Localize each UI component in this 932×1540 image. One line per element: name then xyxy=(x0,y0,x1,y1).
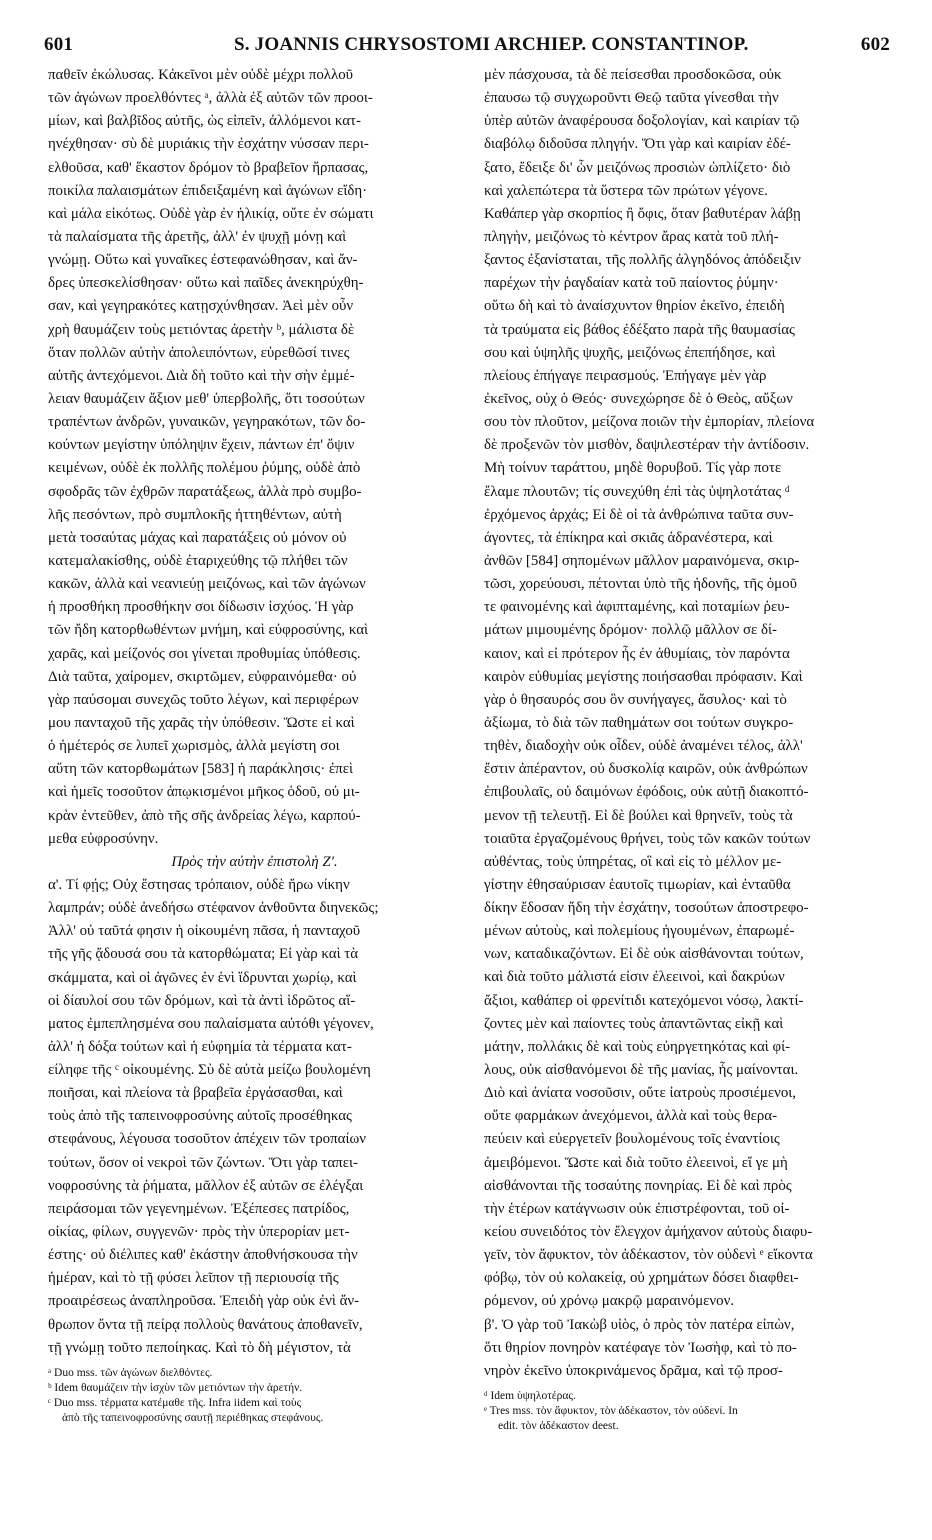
left-column xyxy=(48,64,461,1426)
text-line: Καθάπερ γὰρ σκορπίος ἢ ὄφις, ὅταν βαθυτέραν λάβῃ xyxy=(484,205,801,222)
text-line: δὲ προξενῶν τὸν μισθὸν, δαψιλεστέραν τὴν ἀντίδοσιν. xyxy=(484,437,810,454)
text-line: παρέχων τὴν ῥαγδαίαν κατὰ τοῦ παίοντος ῥύμην· xyxy=(484,275,779,292)
left-text-block xyxy=(48,64,461,851)
text-line: ὑπὲρ αὐτῶν ἀναφέρουσα δοξολογίαν, καὶ καιρίαν τῷ xyxy=(484,113,800,130)
text-line: τῆς γῆς ᾄδουσά σου τὰ κατορθώματα; Εἰ γὰρ καὶ τὰ xyxy=(48,946,359,963)
text-line: τῶν ἀγώνων προελθόντες ᵃ, ἀλλὰ ἐξ αὐτῶν τῶν προοι- xyxy=(48,90,373,107)
text-line: πειράσομαι τῶν γεγενημένων. Ἐξέπεσες πατρίδος, xyxy=(48,1200,350,1217)
left-page-number: 601 xyxy=(44,34,74,55)
text-line: κούντων μεγίστην ὑπόληψιν ἔχειν, πάντων ἐπ' ὄψιν xyxy=(48,437,355,454)
text-line: καὶ διὰ τοῦτο μάλιστά εἰσιν ἐλεεινοὶ, καὶ δακρύων xyxy=(484,969,785,986)
text-line: νοφροσύνης τὰ ῥήματα, μᾶλλον ἐξ αὐτῶν σε ἐλέγξαι xyxy=(48,1177,364,1194)
text-line: άγοντες, τὰ ἐπίκηρα καὶ σκιᾶς ἀδρανέστερα, καὶ xyxy=(484,529,773,546)
text-line: Ἀλλ' οὐ ταῦτά φησιν ἡ οἰκουμένη πᾶσα, ἡ πανταχοῦ xyxy=(48,923,361,940)
text-line: κειμένων, οὐδὲ ἐκ πολλῆς πολέμου ῥύμης, οὐδὲ ἀπὸ xyxy=(48,460,361,477)
text-line: τε φαινομένης καὶ ἀφιπταμένης, καὶ ποταμίων ῥευ- xyxy=(484,599,790,616)
text-line: ξατο, ἔδειξε δι' ὧν μειζόνως προσιὼν ὡπλίζετο· διὸ xyxy=(484,159,791,176)
text-line: τούτων, ὅσον οἱ νεκροὶ τῶν ζώντων. Ὅτι γὰρ ταπει- xyxy=(48,1154,358,1171)
text-line: τῶσι, χορεύουσι, πέτονται ὑπὸ τῆς ἡδονῆς, τῆς ὁμοῦ xyxy=(484,576,797,593)
text-line: οὔτε φαρμάκων ἀνεχόμενοι, ἀλλὰ καὶ τοὺς θερα- xyxy=(484,1108,778,1125)
running-header xyxy=(44,34,890,62)
text-line: μάτων μιμουμένης δρόμον· πολλῷ μᾶλλον σε δί- xyxy=(484,622,777,639)
text-line: ἐκεῖνος, οὐχ ὁ Θεός· συνεχώρησε δὲ ὁ Θεὸς, αὔξων xyxy=(484,390,793,407)
text-line: ὅτι θηρίον πονηρὸν κατέφαγε τὸν Ἰωσὴφ, καὶ τὸ πο- xyxy=(484,1339,797,1356)
text-line: ἡμέραν, καὶ τὸ τῇ φύσει λεῖπον τῇ περιουσίᾳ τῆς xyxy=(48,1270,339,1287)
text-line: οἰκίας, φίλων, συγγενῶν· πρὸς τὴν ὑπερορίαν μετ- xyxy=(48,1224,350,1241)
text-line: έστης· οὐ διέλιπες καθ' ἑκάστην ἀποθνήσκουσα τὴν xyxy=(48,1247,358,1264)
text-line: σου τὸν πλοῦτον, μείζονα ποιῶν τὴν ἐμπορίαν, πλείονα xyxy=(484,414,815,431)
text-line: ὅταν πολλῶν αὐτὴν ἀπολειπόντων, εὑρεθῶσί τινες xyxy=(48,344,350,361)
text-line: τραπέντων ἀνδρῶν, γυναικῶν, γεγηρακότων, τῶν δο- xyxy=(48,414,366,431)
footnote-line: ᵉ Tres mss. τὸν ἄφυκτον, τὸν ἀδέκαστον, τὸν οὐδενί. In xyxy=(484,1405,738,1418)
text-line: ἀνθῶν [584] σηπομένων μᾶλλον μαραινόμενα, σκιρ- xyxy=(484,552,800,569)
text-line: καὶ ἡμεῖς τοσοῦτον ἀπῳκισμένοι μῆκος ὁδοῦ, οὐ μι- xyxy=(48,784,360,801)
text-line: τὴν ἑτέρων κατάγνωσιν οὐκ ἐπιστρέφονται, τοῦ οἰ- xyxy=(484,1200,790,1217)
text-line: λαμπράν; οὐδὲ ἀνεδήσω στέφανον ἀνθοῦντα διηνεκῶς; xyxy=(48,900,379,917)
text-line: ἐρχόμενος ἀρχάς; Εἰ δὲ οἱ τὰ ἀνθρώπινα ταῦτα συν- xyxy=(484,506,794,523)
text-line: λους, οὐκ αἰσθανόμενοι δὲ τῆς μανίας, ἧς μαίνονται. xyxy=(484,1062,799,1079)
text-line: ἔλαμε πλουτῶν; τίς συνεχύθη ἐπὶ τὰς ὑψηλοτάτας ᵈ xyxy=(484,483,790,500)
text-line: μου πανταχοῦ τῆς χαρᾶς τὴν ὑπόθεσιν. Ὥστε εἰ καὶ xyxy=(48,714,355,731)
text-line: ζοντες μὲν καὶ παίοντες τοὺς ἀπαντῶντας εἰκῇ καὶ xyxy=(484,1015,784,1032)
text-line: χρὴ θαυμάζειν τοὺς μετιόντας ἀρετὴν ᵇ, μάλιστα δὲ xyxy=(48,321,355,338)
text-line: πεύειν καὶ εὐεργετεῖν βουλομένους τοῖς ἐναντίοις xyxy=(484,1131,780,1148)
text-line: ελθοῦσα, καθ' ἕκαστον δρόμον τὸ βραβεῖον ἥρπασας, xyxy=(48,159,369,176)
text-line: γίστην ἐθησαύρισαν ἑαυτοῖς τιμωρίαν, καὶ ἐνταῦθα xyxy=(484,876,791,893)
text-line: τὰ τραύματα εἰς βάθος ἐδέξατο παρὰ τῆς θαυμασίας xyxy=(484,321,795,338)
text-line: κατεμαλακίσθης, οὐδὲ ἐταριχεύθης τῷ πλήθει τῶν xyxy=(48,552,348,569)
text-line: ἔστιν ἀπέραντον, οὐ δυσκολίᾳ καιρῶν, οὐκ ἀνθρώπων xyxy=(484,761,808,778)
text-line: ἄξιοι, καθάπερ οἱ φρενίτιδι κατεχόμενοι νόσῳ, λακτί- xyxy=(484,992,804,1009)
text-line: τῇ γνώμῃ τοῦτο πεποίηκας. Καὶ τὸ δὴ μέγιστον, τὰ xyxy=(48,1339,351,1356)
text-line: αἰσθάνονται τῆς τοσαύτης πονηρίας. Εἰ δὲ καὶ πρὸς xyxy=(484,1177,792,1194)
text-line: μενον τῇ τελευτῇ. Εἰ δὲ βούλει καὶ θρηνεῖν, τοὺς τὰ xyxy=(484,807,793,824)
text-line: δίκην ἔδοσαν ἤδη τὴν ἐσχάτην, τοσούτων ἀποστρεφο- xyxy=(484,900,809,917)
text-line: στεφάνους, λέγουσα τοσοῦτον ἀπέχειν τῶν τροπαίων xyxy=(48,1131,366,1148)
text-line: γὰρ παύσομαι συνεχῶς τοῦτο λέγων, καὶ περιφέρων xyxy=(48,691,359,708)
right-footnotes xyxy=(484,1389,892,1434)
text-line: καιον, καὶ εἰ πρότερον ἦς ἐν ἀθυμίαις, τὸν παρόντα xyxy=(484,645,790,662)
text-line: οἱ δίαυλοί σου τῶν δρόμων, καὶ τὰ ἀντὶ ἱδρῶτος αἵ- xyxy=(48,992,356,1009)
text-line: διαβόλῳ διδοῦσα πληγήν. Ὅτι γὰρ καὶ καιρίαν ἐδέ- xyxy=(484,136,791,153)
text-line: τὰ παλαίσματα τῆς ἀρετῆς, ἀλλ' ἐν ψυχῇ μόνῃ καὶ xyxy=(48,228,347,245)
text-line: κακῶν, ἀλλὰ καὶ νεανιεύῃ μειζόνως, καὶ τῶν ἀγώνων xyxy=(48,576,366,593)
text-line: χαρᾶς, καὶ μείζονός σοι γίνεται προθυμίας ὑπόθεσις. xyxy=(48,645,361,662)
text-line: σκάμματα, καὶ οἱ ἀγῶνες ἐν ἑνὶ ἵδρυνται χωρίῳ, καὶ xyxy=(48,969,357,986)
text-line: λῆς πεσόντων, πρὸ συμπλοκῆς ἡττηθέντων, αὐτὴ xyxy=(48,506,342,523)
text-line: ἀμειβόμενοι. Ὥστε καὶ διὰ τοῦτο ἐλεεινοὶ, εἴ γε μὴ xyxy=(484,1154,788,1171)
footnote-line: ᵃ Duo mss. τῶν ἀγώνων διελθόντες. xyxy=(48,1366,213,1379)
text-line: Διὰ ταῦτα, χαίρομεν, σκιρτῶμεν, εὐφραινόμεθα· οὐ xyxy=(48,668,357,685)
text-line: πλείους ἐπήγαγε πειρασμούς. Ἐπήγαγε μὲν γὰρ xyxy=(484,367,767,384)
text-line: αὕτη τῶν κατορθωμάτων [583] ἡ παράκλησις· ἐπεὶ xyxy=(48,761,353,778)
footnote-line: ἀπὸ τῆς ταπεινοφροσύνης σαυτῇ περιέθηκας στεφάνους. xyxy=(62,1411,324,1424)
text-line: φόβῳ, τὸν οὐ κολακείᾳ, οὐ χρημάτων δόσει διαφθει- xyxy=(484,1270,799,1287)
footnote-line: ᶜ Duo mss. τέρματα κατέμαθε τῆς. Infra iidem καὶ τοὺς xyxy=(48,1396,302,1409)
text-line: σφοδρᾶς τῶν ἐχθρῶν παρατάξεως, ἀλλὰ πρὸ συμβο- xyxy=(48,483,362,500)
text-line: ποικίλα παλαισμάτων ἐπιδειξαμένη καὶ ἀγώνων εἴδη· xyxy=(48,182,368,199)
text-line: μὲν πάσχουσα, τὰ δὲ πείσεσθαι προσδοκῶσα, οὐκ xyxy=(484,67,782,83)
text-line: Μὴ τοίνυν ταράττου, μηδὲ θορυβοῦ. Τίς γὰρ ποτε xyxy=(484,460,782,477)
text-line: ρόμενον, οὐ χρόνῳ μακρῷ μαραινόμενον. xyxy=(484,1293,735,1310)
footnote-line: ᵇ Idem θαυμάζειν τὴν ἰσχὺν τῶν μετιόντων τὴν ἀρετήν. xyxy=(48,1381,303,1394)
text-line: σου καὶ ὑψηλῆς ψυχῆς, μειζόνως ἐπεπήδησε, καὶ xyxy=(484,344,776,361)
text-line: σαν, καὶ γεγηρακότες κατῃσχύνθησαν. Ἀεὶ μὲν οὖν xyxy=(48,298,354,315)
right-page-number: 602 xyxy=(860,34,890,55)
text-line: α'. Τί φῄς; Οὐχ ἔστησας τρόπαιον, οὐδὲ ἤρω νίκην xyxy=(48,876,350,893)
text-line: προαιρέσεως ἀναπληροῦσα. Ἐπειδὴ γὰρ οὐκ ἐνὶ ἄν- xyxy=(48,1293,360,1310)
text-line: καιρὸν εὐθυμίας μεγίστης ποιήσασθαι πρόφασιν. Καὶ xyxy=(484,668,803,685)
text-line: είληφε τῆς ᶜ οἰκουμένης. Σὺ δὲ αὐτὰ μείζω βουλομένη xyxy=(48,1062,371,1079)
text-line: ηνέχθησαν· σὺ δὲ μυριάκις τὴν ἐσχάτην νύσσαν περι- xyxy=(48,136,369,153)
left-footnotes xyxy=(48,1366,461,1426)
text-line: Διὸ καὶ ἀνίατα νοσοῦσιν, οὔτε ἰατροὺς προσιέμενοι, xyxy=(484,1085,796,1102)
text-line: θρωπον ὄντα τῇ πείρᾳ πολλοὺς θανάτους ἀποθανεῖν, xyxy=(48,1316,363,1333)
text-line: νηρὸν ἐκεῖνο ὑποκρινάμενος δρᾶμα, καὶ τῷ προσ- xyxy=(484,1362,783,1379)
text-line: κείου συνειδότος τὸν ἔλεγχον ἀμήχανον αὐτοὺς διαφυ- xyxy=(484,1224,813,1241)
text-line: καὶ μάλα εἰκότως. Οὐδὲ γὰρ ἐν ἡλικίᾳ, οὔτε ἐν σώματι xyxy=(48,205,374,222)
text-line: ἀλλ' ἡ δόξα τούτων καὶ ἡ εὐφημία τὰ τέρματα κατ- xyxy=(48,1038,352,1055)
footnote-line: edit. τὸν ἀδέκαστον deest. xyxy=(498,1420,619,1433)
text-line: ἐπιβουλαῖς, οὐ δαιμόνων ἐφόδοις, οὐκ αὐτῇ διακοπτό- xyxy=(484,784,809,801)
text-line: δρες ὑπεσκελίσθησαν· οὕτω καὶ παῖδες ἀνεκηρύχθη- xyxy=(48,275,364,292)
text-line: οὕτω δὴ καὶ τὸ ἀναίσχυντον θηρίον ἐκεῖνο, ἐπειδὴ xyxy=(484,298,785,315)
epistle-heading: Πρὸς τὴν αὐτὴν ἐπιστολὴ Ζ'. xyxy=(171,853,338,870)
text-line: τοιαῦτα ἐργαζομένους θρήνει, τοὺς τῶν κακῶν τούτων xyxy=(484,830,811,847)
text-line: ἀξίωμα, τὸ διὰ τῶν παθημάτων σοι τούτων συγκρο- xyxy=(484,714,794,731)
text-line: ξαντος ἐξανίσταται, τῆς πολλῆς ἀλγηδόνος ἀπόδειξιν xyxy=(484,252,801,269)
text-line: γεῖν, τὸν ἄφυκτον, τὸν ἀδέκαστον, τὸν οὐδενὶ ᵉ εἴκοντα xyxy=(484,1247,813,1264)
text-line: τηθὲν, διαδοχὴν οὐκ οἶδεν, οὐδὲ ἀναμένει τέλος, ἀλλ' xyxy=(484,738,803,755)
right-text-block xyxy=(484,64,892,1383)
text-line: μάτην, πολλάκις δὲ καὶ τοὺς εὐηργετηκότας καὶ φί- xyxy=(484,1038,791,1055)
text-line: γὰρ ὁ θησαυρός σου ὃν συνήγαγες, ἄσυλος· καὶ τὸ xyxy=(484,691,787,708)
text-line: ποιῆσαι, καὶ πλείονα τὰ βραβεῖα ἐργάσασθαι, καὶ xyxy=(48,1085,343,1102)
text-line: ματος ἐμπεπλησμένα σου παλαίσματα αὐτόθι γέγονεν, xyxy=(48,1015,374,1032)
text-line: μεθα εὐφροσύνην. xyxy=(48,830,159,847)
footnote-line: ᵈ Idem ὑψηλοτέρας. xyxy=(484,1390,576,1403)
right-column xyxy=(484,64,892,1434)
text-line: β'. Ὁ γὰρ τοῦ Ἰακὼβ υἱὸς, ὁ πρὸς τὸν πατέρα εἰπὼν, xyxy=(484,1316,795,1333)
text-line: ὁ ἡμέτερός σε λυπεῖ χωρισμὸς, ἀλλὰ μεγίστη σοι xyxy=(48,738,340,755)
text-line: αὐτῆς ἀντεχόμενοι. Διὰ δὴ τοῦτο καὶ τὴν σὴν ἐμμέ- xyxy=(48,367,355,384)
text-line: αὐθέντας, τοὺς ὑπηρέτας, οἳ καὶ εἰς τὸ μέλλον με- xyxy=(484,853,782,870)
text-line: παθεῖν ἐκώλυσας. Κἀκεῖνοι μὲν οὐδὲ μέχρι πολλοῦ xyxy=(48,67,354,83)
text-line: νων, καταδικαζόντων. Εἰ δὲ οὐκ αἰσθάνονται τούτων, xyxy=(484,946,804,963)
text-line: μένων αὐτοὺς, καὶ πολεμίους ἡγουμένων, ἐπαρωμέ- xyxy=(484,923,795,940)
text-line: πληγὴν, μειζόνως τὸ κέντρον ἄρας κατὰ τοῦ πλή- xyxy=(484,228,779,245)
text-line: ἐπαυσω τῷ συγχωροῦντι Θεῷ ταῦτα γίνεσθαι τὴν xyxy=(484,90,779,107)
text-line: μίων, καὶ βαλβῖδος αὐτῆς, ὡς εἰπεῖν, ἀλλόμενοι κατ- xyxy=(48,113,362,130)
text-line: μετὰ τοσαύτας μάχας καὶ παρατάξεις οὐ μόνον οὐ xyxy=(48,529,347,546)
left-section-block xyxy=(48,874,461,1360)
text-line: γνώμῃ. Οὕτω καὶ γυναῖκες ἐστεφανώθησαν, καὶ ἄν- xyxy=(48,252,358,269)
text-line: τοὺς ἀπὸ τῆς ταπεινοφροσύνης αὐτοῖς προσέθηκας xyxy=(48,1108,352,1125)
text-line: καὶ χαλεπώτερα τὰ ὕστερα τῶν πρώτων γέγονε. xyxy=(484,182,768,199)
text-line: ἡ προσθήκη προσθήκην σοι δίδωσιν ἰσχύος. Ἡ γὰρ xyxy=(48,599,354,616)
text-line: τῶν ἤδη κατορθωθέντων μνήμη, καὶ εὐφροσύνης, καὶ xyxy=(48,622,369,639)
running-title: S. JOANNIS CHRYSOSTOMI ARCHIEP. CONSTANTINOP. xyxy=(234,34,749,55)
text-line: κρὰν ἐντεῦθεν, ἀπὸ τῆς σῆς ἀνδρείας λέγω, καρπού- xyxy=(48,807,361,824)
text-line: λειαν θαυμάζειν ἄξιον μεθ' ὑπερβολῆς, ὅτι τοσούτων xyxy=(48,390,365,407)
